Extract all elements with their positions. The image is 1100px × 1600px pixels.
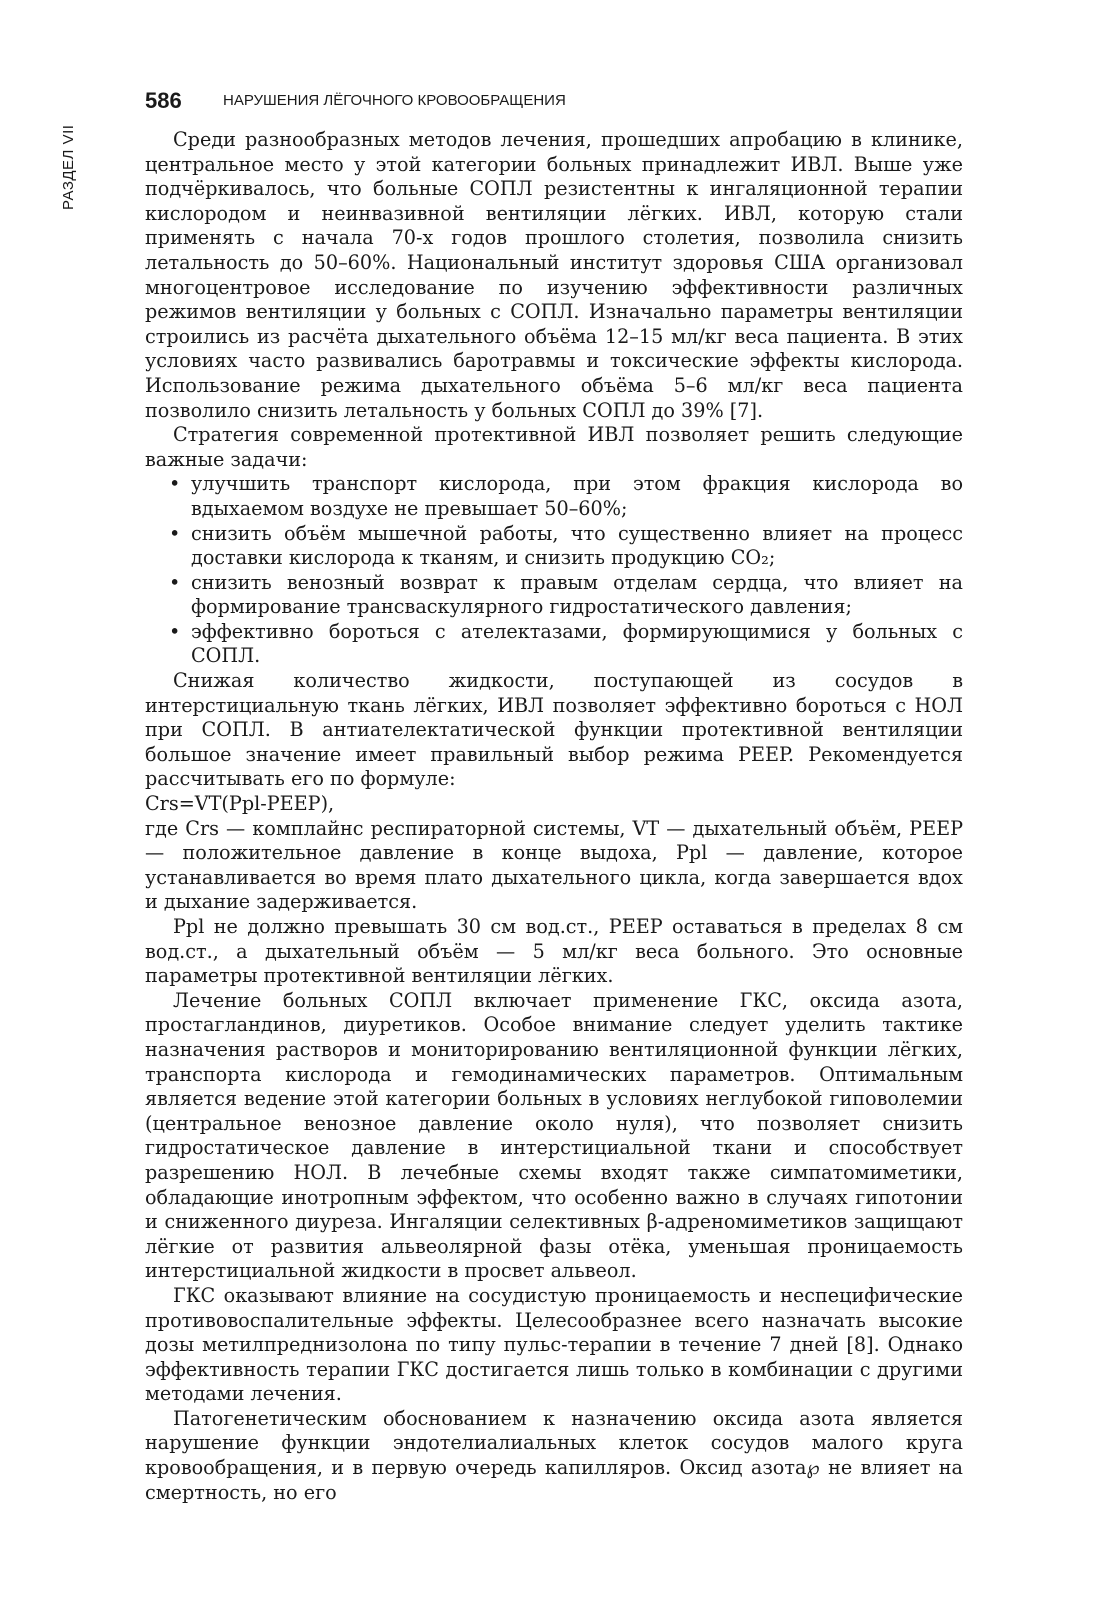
paragraph: Лечение больных СОПЛ включает применение ГКС, оксида азота, простагландинов, диуретиков. Особое внимание следует уделить тактике назначения растворов и мониторированию вентиляционной функции лёгких, транспорта кислорода и гемодинамических параметров. Оптимальным является ведение этой категории больных в условиях неглубокой гиповолемии (центральное венозное давление около нуля), что позволяет снизить гидростатическое давление в интерстициальной ткани и способствует разрешению НОЛ. В лечебные схемы входят также симпатомиметики, обладающие инотропным эффектом, что особенно важно в случаях гипотонии и сниженного диуреза. Ингаляции селективных β-адреномиметиков защищают лёгкие от развития альвеолярной фазы отёка, уменьшая проницаемость интерстициальной жидкости в просвет альвеол.: [145, 988, 963, 1283]
paragraph: Среди разнообразных методов лечения, прошедших апробацию в клинике, центральное место у этой категории больных принадлежит ИВЛ. Выше уже подчёркивалось, что больные СОПЛ резистентны к ингаляционной терапии кислородом и неинвазивной вентиляции лёгких. ИВЛ, которую стали применять с начала 70-х годов прошлого столетия, позволила снизить летальность до 50–60%. Национальный институт здоровья США организовал многоцентровое исследование по изучению эффективности различных режимов вентиляции у больных с СОПЛ. Изначально параметры вентиляции строились из расчёта дыхательного объёма 12–15 мл/кг веса пациента. В этих условиях часто развивались баротравмы и токсические эффекты кислорода. Использование режима дыхательного объёма 5–6 мл/кг веса пациента позволило снизить летальность у больных СОПЛ до 39% [7].: [145, 128, 963, 422]
list-item: • снизить венозный возврат к правым отделам сердца, что влияет на формирование трансваскулярного гидростатического давления;: [145, 571, 963, 620]
paragraph: Ppl не должно превышать 30 см вод.ст., PEEP оставаться в пределах 8 см вод.ст., а дыхательный объём — 5 мл/кг веса больного. Это основные параметры протективной вентиляции лёгких.: [145, 915, 963, 988]
paragraph: ГКС оказывают влияние на сосудистую проницаемость и неспецифические противовоспалительные эффекты. Целесообразнее всего назначать высокие дозы метилпреднизолона по типу пульс-терапии в течение 7 дней [8]. Однако эффективность терапии ГКС достигается лишь только в комбинации с другими методами лечения.: [145, 1283, 963, 1406]
page-body: [145, 128, 963, 1505]
section-side-label: РАЗДЕЛ VII: [60, 124, 77, 210]
bullet-list: [145, 472, 963, 669]
formula: Crs=VT(Ppl-PEEP),: [145, 792, 335, 816]
paragraph: Снижая количество жидкости, поступающей из сосудов в интерстициальную ткань лёгких, ИВЛ позволяет эффективно бороться с НОЛ при СОПЛ. В антиателектатической функции протективной вентиляции большое значение имеет правильный выбор режима PEEP. Рекомендуется рассчитывать его по формуле:: [145, 669, 963, 791]
list-item: • улучшить транспорт кислорода, при этом фракция кислорода во вдыхаемом воздухе не превышает 50–60%;: [145, 472, 963, 521]
paragraph: где Crs — комплайнс респираторной системы, VT — дыхательный объём, PEEP — положительное давление в конце выдоха, Ppl — давление, которое устанавливается во время плато дыхательного цикла, когда завершается вдох и дыхание задерживается.: [145, 816, 963, 914]
page-number: 586: [145, 88, 182, 113]
list-item: • снизить объём мышечной работы, что существенно влияет на процесс доставки кислорода к тканям, и снизить продукцию CO₂;: [145, 522, 963, 571]
running-title: НАРУШЕНИЯ ЛЁГОЧНОГО КРОВООБРАЩЕНИЯ: [223, 92, 566, 109]
list-item: • эффективно бороться с ателектазами, формирующимися у больных с СОПЛ.: [145, 620, 963, 669]
page-header: [145, 88, 965, 116]
paragraph: Стратегия современной протективной ИВЛ позволяет решить следующие важные задачи:: [145, 423, 963, 471]
paragraph: Патогенетическим обоснованием к назначению оксида азота является нарушение функции эндотелиалиальных клеток сосудов малого круга кровообращения, и в первую очередь капилляров. Оксид азота℘ не влияет на смертность, но его: [145, 1406, 963, 1504]
